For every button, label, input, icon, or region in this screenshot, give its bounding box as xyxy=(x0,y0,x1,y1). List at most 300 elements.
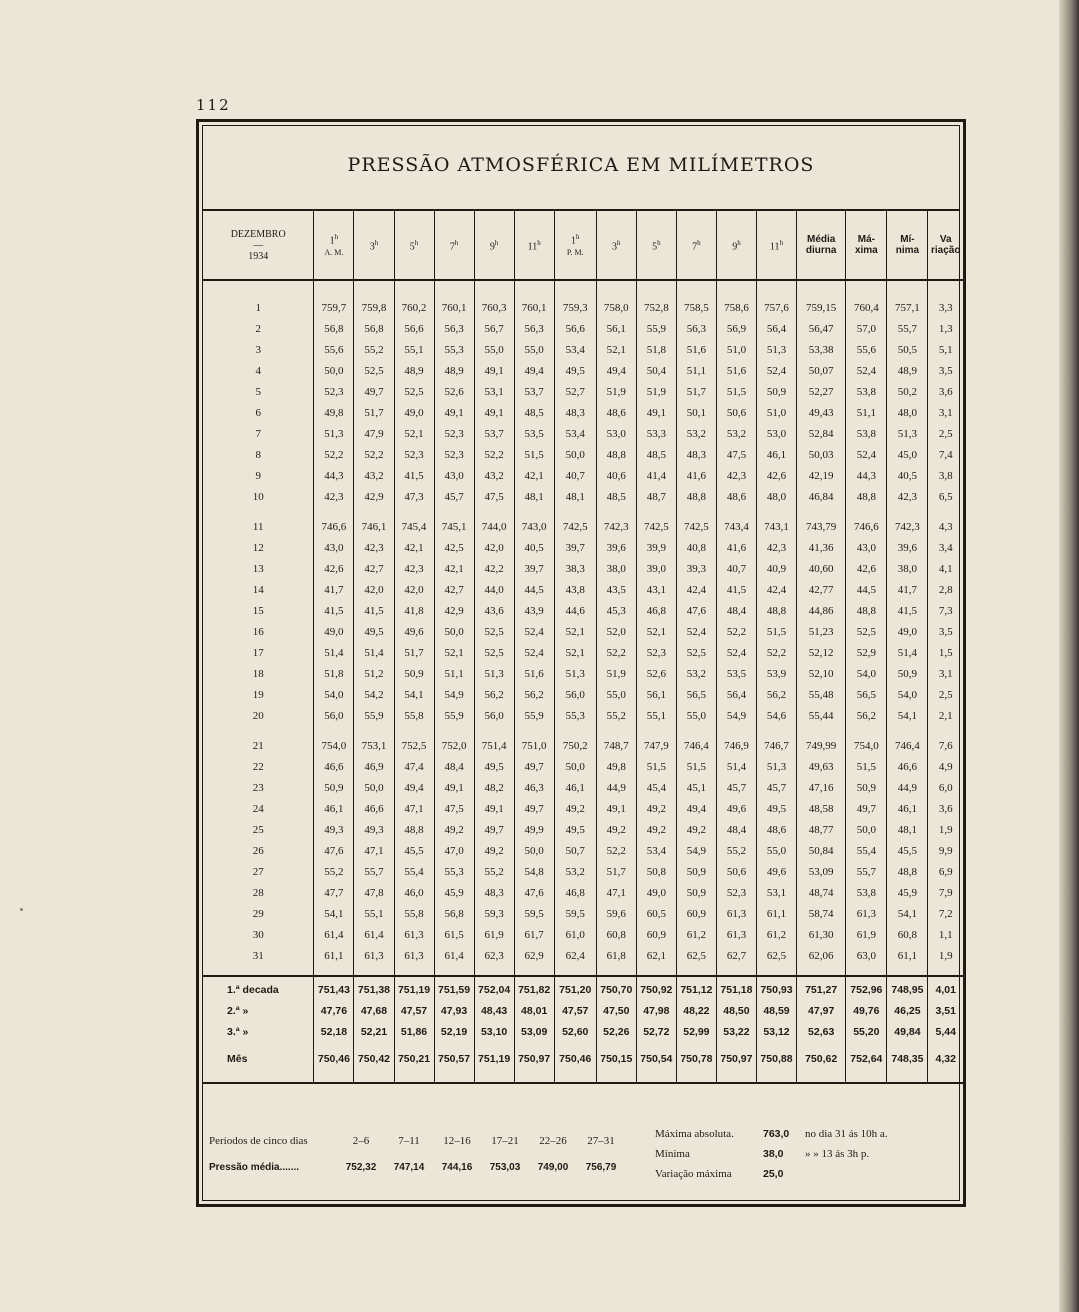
table-cell: 3,1 xyxy=(928,402,963,423)
table-cell: 751,19 xyxy=(474,1042,514,1076)
table-cell: 743,79 xyxy=(797,516,846,537)
table-cell: 50,0 xyxy=(314,360,354,381)
spacer-cell xyxy=(846,507,887,516)
table-cell: 52,6 xyxy=(636,663,676,684)
table-cell: 49,1 xyxy=(434,402,474,423)
table-cell: 46,1 xyxy=(554,777,596,798)
row-label: 9 xyxy=(255,469,261,482)
table-cell: 60,9 xyxy=(676,903,716,924)
table-cell: 51,5 xyxy=(514,444,554,465)
table-cell: 49,1 xyxy=(434,777,474,798)
table-cell: 750,42 xyxy=(354,1042,394,1076)
table-cell: 50,0 xyxy=(554,756,596,777)
table-cell: 48,2 xyxy=(474,777,514,798)
table-cell: 41,4 xyxy=(636,465,676,486)
table-cell: 743,4 xyxy=(716,516,756,537)
table-row xyxy=(203,537,963,558)
table-cell: 47,0 xyxy=(434,840,474,861)
table-cell: 49,0 xyxy=(887,621,928,642)
table-cell: 53,10 xyxy=(474,1021,514,1042)
table-cell: 52,3 xyxy=(636,642,676,663)
table-cell: 49,6 xyxy=(394,621,434,642)
spacer-cell xyxy=(636,726,676,735)
table-cell: 42,6 xyxy=(314,558,354,579)
spacer-cell xyxy=(596,726,636,735)
table-cell: 48,0 xyxy=(887,402,928,423)
table-cell: 44,9 xyxy=(887,777,928,798)
table-cell: 56,8 xyxy=(434,903,474,924)
table-cell: 48,8 xyxy=(596,444,636,465)
spacer-cell xyxy=(203,726,314,735)
table-cell: 52,1 xyxy=(434,642,474,663)
header-hour-label xyxy=(555,232,596,246)
table-cell: 48,4 xyxy=(716,819,756,840)
table-cell: 2,8 xyxy=(928,579,963,600)
table-cell: 56,0 xyxy=(554,684,596,705)
row-label: 8 xyxy=(255,448,261,461)
table-cell: 60,5 xyxy=(636,903,676,924)
table-cell: 1,5 xyxy=(928,642,963,663)
table-cell: 44,86 xyxy=(797,600,846,621)
table-cell: 55,4 xyxy=(846,840,887,861)
table-cell: 61,9 xyxy=(846,924,887,945)
spacer-cell xyxy=(846,280,887,297)
table-row xyxy=(203,777,963,798)
table-cell: 742,3 xyxy=(596,516,636,537)
page-title: PRESSÃO ATMOSFÉRICA EM MILÍMETROS xyxy=(347,154,815,176)
table-cell: 47,50 xyxy=(596,1000,636,1021)
table-cell: 751,12 xyxy=(676,979,716,1000)
table-cell: 56,6 xyxy=(554,318,596,339)
spacer-cell xyxy=(314,507,354,516)
table-cell: 52,2 xyxy=(314,444,354,465)
periods-label: Períodos de cinco dias xyxy=(209,1135,308,1147)
table-cell: 55,2 xyxy=(474,861,514,882)
table-cell: 47,98 xyxy=(636,1000,676,1021)
spacer-cell xyxy=(474,1076,514,1083)
header-minima-line: nima xyxy=(895,245,920,256)
table-cell: 4,9 xyxy=(928,756,963,777)
table-cell: 51,23 xyxy=(797,621,846,642)
table-cell: 48,5 xyxy=(514,402,554,423)
table-cell: 51,3 xyxy=(314,423,354,444)
table-cell: 52,10 xyxy=(797,663,846,684)
table-cell: 48,3 xyxy=(474,882,514,903)
table-cell: 50,9 xyxy=(676,882,716,903)
table-cell: 51,3 xyxy=(474,663,514,684)
max-abs-row xyxy=(655,1124,887,1144)
hour-number: 5 xyxy=(652,241,658,253)
table-cell: 55,8 xyxy=(394,705,434,726)
table-cell: 49,9 xyxy=(514,819,554,840)
table-cell: 41,5 xyxy=(716,579,756,600)
table-cell: 746,4 xyxy=(676,735,716,756)
spacer-cell xyxy=(797,1076,846,1083)
table-cell: 55,2 xyxy=(596,705,636,726)
table-cell: 56,47 xyxy=(797,318,846,339)
table-cell: 49,1 xyxy=(636,402,676,423)
table-cell: 53,2 xyxy=(716,423,756,444)
header-dash: — xyxy=(253,239,264,251)
table-cell: 754,0 xyxy=(314,735,354,756)
table-cell: 51,6 xyxy=(676,339,716,360)
table-cell: 53,8 xyxy=(846,381,887,402)
table-cell: 42,1 xyxy=(514,465,554,486)
table-cell: 49,0 xyxy=(394,402,434,423)
spacer-cell xyxy=(314,280,354,297)
spacer-cell xyxy=(354,1076,394,1083)
table-cell: 47,6 xyxy=(514,882,554,903)
table-cell: 742,3 xyxy=(887,516,928,537)
spacer-cell xyxy=(203,280,314,297)
table-cell: 52,5 xyxy=(676,642,716,663)
table-cell: 52,3 xyxy=(434,423,474,444)
table-cell: 43,0 xyxy=(434,465,474,486)
table-cell: 49,2 xyxy=(676,819,716,840)
table-row xyxy=(203,684,963,705)
table-cell: 49,4 xyxy=(394,777,434,798)
table-cell: 52,4 xyxy=(846,444,887,465)
table-cell: 48,4 xyxy=(716,600,756,621)
table-cell: 39,7 xyxy=(554,537,596,558)
table-cell: 47,5 xyxy=(434,798,474,819)
period-range: 27–31 xyxy=(587,1135,615,1147)
table-cell: 54,1 xyxy=(887,705,928,726)
header-hour xyxy=(474,211,514,280)
table-cell: 55,6 xyxy=(314,339,354,360)
table-cell: 61,2 xyxy=(676,924,716,945)
table-cell: 748,95 xyxy=(887,979,928,1000)
table-cell: 59,5 xyxy=(514,903,554,924)
table-cell: 48,77 xyxy=(797,819,846,840)
table-cell: 56,3 xyxy=(676,318,716,339)
spacer-cell xyxy=(354,966,394,976)
table-cell: 3,5 xyxy=(928,360,963,381)
table-cell: 40,5 xyxy=(514,537,554,558)
table-cell: 48,59 xyxy=(756,1000,796,1021)
table-cell: 52,19 xyxy=(434,1021,474,1042)
table-cell: 55,1 xyxy=(636,705,676,726)
table-cell: 752,8 xyxy=(636,297,676,318)
row-label: 22 xyxy=(252,760,264,773)
table-cell: 49,5 xyxy=(756,798,796,819)
table-cell: 49,6 xyxy=(716,798,756,819)
table-cell: 59,5 xyxy=(554,903,596,924)
table-cell: 44,3 xyxy=(314,465,354,486)
table-cell: 48,6 xyxy=(596,402,636,423)
table-cell: 56,6 xyxy=(394,318,434,339)
table-cell: 48,22 xyxy=(676,1000,716,1021)
spacer-cell xyxy=(676,280,716,297)
table-cell: 48,43 xyxy=(474,1000,514,1021)
table-cell: 47,97 xyxy=(797,1000,846,1021)
table-cell: 46,25 xyxy=(887,1000,928,1021)
row-label: 24 xyxy=(252,802,264,815)
table-header-row xyxy=(203,211,963,280)
table-cell: 759,15 xyxy=(797,297,846,318)
table-cell: 48,01 xyxy=(514,1000,554,1021)
table-cell: 52,2 xyxy=(596,642,636,663)
table-cell: 3,6 xyxy=(928,798,963,819)
row-label: 16 xyxy=(252,625,264,638)
period-pressure: 749,00 xyxy=(537,1161,569,1173)
table-cell: 42,3 xyxy=(756,537,796,558)
table-cell: 746,4 xyxy=(887,735,928,756)
header-year: 1934 xyxy=(248,250,269,262)
header-hour-label xyxy=(757,238,796,252)
table-cell: 52,5 xyxy=(394,381,434,402)
table-cell: 7,3 xyxy=(928,600,963,621)
spacer-cell xyxy=(716,1076,756,1083)
header-hour-label xyxy=(515,238,554,252)
table-cell: 43,9 xyxy=(514,600,554,621)
spacer-cell xyxy=(928,726,963,735)
table-cell: 47,1 xyxy=(394,798,434,819)
table-cell: 752,96 xyxy=(846,979,887,1000)
table-cell: 42,4 xyxy=(756,579,796,600)
pressure-table xyxy=(203,211,963,1084)
table-cell: 51,1 xyxy=(434,663,474,684)
table-row xyxy=(203,402,963,423)
table-cell: 1,9 xyxy=(928,819,963,840)
row-label: 20 xyxy=(252,709,264,722)
spacer-cell xyxy=(474,280,514,297)
spacer-cell xyxy=(554,726,596,735)
table-cell: 51,3 xyxy=(756,339,796,360)
table-cell: 51,0 xyxy=(756,402,796,423)
period-pressure: 753,03 xyxy=(489,1161,521,1173)
table-cell: 55,2 xyxy=(716,840,756,861)
table-cell: 45,3 xyxy=(596,600,636,621)
table-cell: 45,5 xyxy=(887,840,928,861)
summary-row xyxy=(203,979,963,1000)
table-cell: 753,1 xyxy=(354,735,394,756)
table-cell: 750,46 xyxy=(314,1042,354,1076)
table-cell: 48,9 xyxy=(394,360,434,381)
table-cell: 3,5 xyxy=(928,621,963,642)
table-cell: 61,4 xyxy=(434,945,474,966)
table-cell: 52,1 xyxy=(596,339,636,360)
row-label: 25 xyxy=(252,823,264,836)
spacer-cell xyxy=(203,966,314,976)
table-cell: 54,9 xyxy=(676,840,716,861)
table-cell: 53,1 xyxy=(756,882,796,903)
table-row xyxy=(203,600,963,621)
max-abs-note: no dia 31 ás 10h a. xyxy=(805,1128,888,1140)
table-cell: 750,62 xyxy=(797,1042,846,1076)
table-cell: 46,0 xyxy=(394,882,434,903)
row-label: 30 xyxy=(252,928,264,941)
spacer-cell xyxy=(554,1076,596,1083)
table-cell: 746,6 xyxy=(846,516,887,537)
table-cell: 48,5 xyxy=(596,486,636,507)
table-cell: 55,6 xyxy=(846,339,887,360)
spacer-cell xyxy=(756,507,796,516)
table-cell: 61,0 xyxy=(554,924,596,945)
table-cell: 3,6 xyxy=(928,381,963,402)
hour-suffix: h xyxy=(737,238,741,247)
page-number: 112 xyxy=(196,96,231,114)
table-cell: 49,5 xyxy=(554,360,596,381)
table-cell: 47,57 xyxy=(554,1000,596,1021)
table-cell: 750,15 xyxy=(596,1042,636,1076)
table-cell: 56,0 xyxy=(474,705,514,726)
row-label: 12 xyxy=(252,541,264,554)
period-range: 17–21 xyxy=(491,1135,519,1147)
table-cell: 43,2 xyxy=(354,465,394,486)
table-cell: 53,4 xyxy=(636,840,676,861)
table-cell: 758,6 xyxy=(716,297,756,318)
table-cell: 5,1 xyxy=(928,339,963,360)
table-cell: 49,1 xyxy=(474,360,514,381)
table-cell: 42,9 xyxy=(354,486,394,507)
table-cell: 52,26 xyxy=(596,1021,636,1042)
table-cell: 55,44 xyxy=(797,705,846,726)
table-cell: 744,0 xyxy=(474,516,514,537)
table-cell: 45,7 xyxy=(756,777,796,798)
table-cell: 50,0 xyxy=(354,777,394,798)
table-cell: 6,5 xyxy=(928,486,963,507)
table-cell: 52,5 xyxy=(474,642,514,663)
min-note: » » 13 ás 3h p. xyxy=(805,1148,870,1160)
table-cell: 52,7 xyxy=(554,381,596,402)
row-label: 17 xyxy=(252,646,264,659)
table-cell: 751,43 xyxy=(314,979,354,1000)
table-cell: 61,7 xyxy=(514,924,554,945)
table-body xyxy=(203,280,963,1083)
table-cell: 53,22 xyxy=(716,1021,756,1042)
spacer-cell xyxy=(394,1076,434,1083)
table-cell: 61,1 xyxy=(756,903,796,924)
table-cell: 62,3 xyxy=(474,945,514,966)
row-label: 2 xyxy=(255,322,261,335)
hour-number: 1 xyxy=(570,235,576,247)
table-cell: 47,7 xyxy=(314,882,354,903)
table-cell: 50,4 xyxy=(636,360,676,381)
table-cell: 757,6 xyxy=(756,297,796,318)
table-row xyxy=(203,798,963,819)
table-cell: 49,2 xyxy=(596,819,636,840)
table-cell: 750,93 xyxy=(756,979,796,1000)
table-cell: 55,7 xyxy=(887,318,928,339)
table-cell: 750,2 xyxy=(554,735,596,756)
table-cell: 50,9 xyxy=(676,861,716,882)
table-cell: 47,6 xyxy=(314,840,354,861)
table-cell: 49,1 xyxy=(596,798,636,819)
table-cell: 61,1 xyxy=(314,945,354,966)
table-cell: 48,8 xyxy=(887,861,928,882)
header-maxima xyxy=(846,211,887,280)
table-cell: 49,6 xyxy=(756,861,796,882)
table-row xyxy=(203,924,963,945)
header-month-year xyxy=(203,211,314,280)
table-cell: 4,1 xyxy=(928,558,963,579)
table-cell: 62,06 xyxy=(797,945,846,966)
table-cell: 47,6 xyxy=(676,600,716,621)
table-cell: 63,0 xyxy=(846,945,887,966)
spacer-cell xyxy=(394,507,434,516)
table-cell: 61,3 xyxy=(716,903,756,924)
table-cell: 49,7 xyxy=(514,756,554,777)
table-cell: 4,3 xyxy=(928,516,963,537)
period-pressure: 752,32 xyxy=(345,1161,377,1173)
table-cell: 50,9 xyxy=(314,777,354,798)
table-cell: 53,38 xyxy=(797,339,846,360)
table-cell: 751,0 xyxy=(514,735,554,756)
table-cell: 746,6 xyxy=(314,516,354,537)
table-cell: 56,2 xyxy=(514,684,554,705)
table-cell: 742,5 xyxy=(676,516,716,537)
table-cell: 50,6 xyxy=(716,402,756,423)
table-cell: 56,2 xyxy=(846,705,887,726)
spacer-cell xyxy=(434,1076,474,1083)
table-cell: 745,1 xyxy=(434,516,474,537)
row-label: 23 xyxy=(252,781,264,794)
table-cell: 51,9 xyxy=(596,663,636,684)
table-row xyxy=(203,339,963,360)
table-cell: 54,8 xyxy=(514,861,554,882)
table-cell: 750,78 xyxy=(676,1042,716,1076)
table-row xyxy=(203,297,963,318)
table-cell: 52,21 xyxy=(354,1021,394,1042)
table-cell: 46,6 xyxy=(314,756,354,777)
spacer-cell xyxy=(434,966,474,976)
table-cell: 52,84 xyxy=(797,423,846,444)
table-cell: 48,9 xyxy=(887,360,928,381)
table-cell: 751,20 xyxy=(554,979,596,1000)
table-row xyxy=(203,882,963,903)
table-cell: 750,21 xyxy=(394,1042,434,1076)
table-cell: 44,3 xyxy=(846,465,887,486)
table-cell: 50,0 xyxy=(434,621,474,642)
table-cell: 48,9 xyxy=(434,360,474,381)
spacer-cell xyxy=(676,507,716,516)
bottom-rule xyxy=(203,1076,963,1083)
table-cell: 53,1 xyxy=(474,381,514,402)
table-cell: 7,6 xyxy=(928,735,963,756)
row-label: 27 xyxy=(252,865,264,878)
table-cell: 51,7 xyxy=(394,642,434,663)
table-cell: 62,7 xyxy=(716,945,756,966)
table-cell: 742,5 xyxy=(636,516,676,537)
header-maxima-line: Má- xyxy=(857,234,875,245)
spacer-cell xyxy=(394,966,434,976)
header-minima xyxy=(887,211,928,280)
table-cell: 51,4 xyxy=(354,642,394,663)
table-cell: 52,18 xyxy=(314,1021,354,1042)
spacer-cell xyxy=(636,966,676,976)
header-hour xyxy=(434,211,474,280)
table-frame-inner xyxy=(202,125,960,1201)
table-cell: 40,7 xyxy=(554,465,596,486)
table-cell: 50,84 xyxy=(797,840,846,861)
spacer-cell xyxy=(716,507,756,516)
table-cell: 52,3 xyxy=(314,381,354,402)
table-cell: 48,4 xyxy=(434,756,474,777)
spacer-cell xyxy=(636,507,676,516)
table-cell: 56,1 xyxy=(596,318,636,339)
table-cell: 55,7 xyxy=(354,861,394,882)
table-cell: 51,4 xyxy=(314,642,354,663)
table-cell: 46,6 xyxy=(354,798,394,819)
table-cell: 52,6 xyxy=(434,381,474,402)
table-cell: 52,1 xyxy=(554,642,596,663)
table-cell: 51,7 xyxy=(596,861,636,882)
table-cell: 39,6 xyxy=(596,537,636,558)
table-cell: 51,5 xyxy=(676,756,716,777)
table-cell: 53,09 xyxy=(797,861,846,882)
table-cell: 42,0 xyxy=(474,537,514,558)
